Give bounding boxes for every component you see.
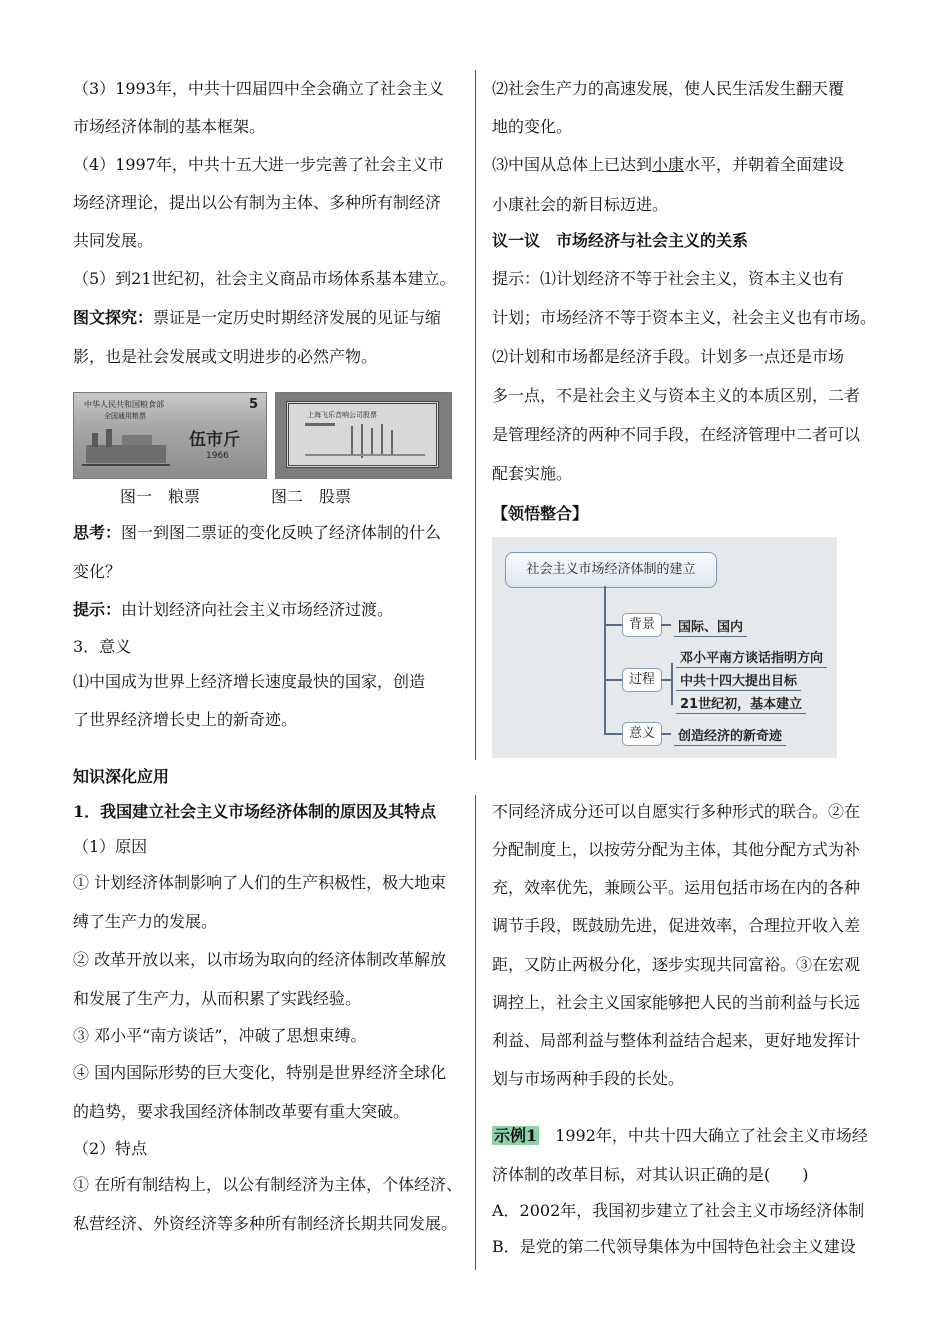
example-text-1: 1992年，中共十四大确立了社会主义市场经 (539, 1126, 868, 1145)
meaning-3-line-2: 小康社会的新目标迈进。 (492, 195, 669, 214)
discuss-line-5: 是管理经济的两种不同手段，在经济管理中二者可以 (492, 425, 861, 444)
grain-ticket-sub: 全国通用粮票 (104, 412, 146, 420)
stock-certificate-image (275, 392, 452, 479)
mind-map (492, 537, 837, 758)
feature-cont-line-7: 利益、局部利益与整体利益结合起来，更好地发挥计 (492, 1031, 861, 1050)
paragraph-3-line-1: （3）1993年，中共十四届四中全会确立了社会主义 (73, 79, 444, 98)
reason-1-line-2: 缚了生产力的发展。 (73, 912, 218, 931)
meaning-heading: 3．意义 (73, 637, 132, 656)
meaning-3-underlined: 小康 (652, 155, 685, 174)
topic-heading: 1．我国建立社会主义市场经济体制的原因及其特点 (73, 802, 437, 821)
hint-text: 由计划经济向社会主义市场经济过渡。 (121, 600, 394, 619)
paragraph-5: （5）到21世纪初，社会主义商品市场体系基本建立。 (73, 269, 456, 288)
example-line-1 (492, 1127, 868, 1145)
meaning-3-text-a: ⑶中国从总体上已达到 (492, 155, 653, 174)
grain-ticket-bank: 中华人民共和国粮食部 (84, 400, 164, 409)
hint-label: 提示： (73, 600, 122, 619)
discuss-line-3: ⑵计划和市场都是经济手段。计划多一点还是市场 (492, 347, 845, 366)
column-divider-bottom (475, 795, 476, 1270)
feature-cont-line-1: 不同经济成分还可以自愿实行多种形式的联合。②在 (492, 802, 861, 821)
grain-ticket-image (73, 392, 267, 479)
stock-certificate-border (286, 401, 439, 468)
mind-map-branch-proc (604, 679, 622, 681)
feature-1-line-1: ① 在所有制结构上，以公有制经济为主体，个体经济、 (73, 1175, 463, 1194)
mind-map-leaf-process-2: 中共十四大提出目标 (676, 670, 801, 691)
paragraph-4-line-2: 场经济理论，提出以公有制为主体、多种所有制经济 (73, 193, 442, 212)
example-line-2: 济体制的改革目标，对其认识正确的是( ) (492, 1165, 809, 1184)
mind-map-link-bg (661, 624, 671, 626)
discuss-line-6: 配套实施。 (492, 464, 573, 483)
mind-map-branch-mean (604, 733, 622, 735)
meaning-2-line-2: 地的变化。 (492, 117, 573, 136)
mind-map-leaf-process-1: 邓小平南方谈话指明方向 (676, 647, 827, 668)
meaning-1-line-2: 了世界经济增长史上的新奇迹。 (73, 710, 298, 729)
mind-map-node-meaning: 意义 (622, 722, 662, 746)
mind-map-node-background: 背景 (622, 613, 662, 637)
photo-caption-2: 图二 股票 (271, 487, 352, 506)
mind-map-branch-bg (604, 624, 622, 626)
reason-3: ③ 邓小平“南方谈话”，冲破了思想束缚。 (73, 1026, 367, 1045)
mind-map-node-process: 过程 (622, 668, 662, 692)
feature-cont-line-5: 距，又防止两极分化，逐步实现共同富裕。③在宏观 (492, 955, 861, 974)
think-label: 思考： (73, 523, 122, 542)
mind-map-spine (604, 586, 606, 735)
meaning-3-text-b: 水平，并朝着全面建设 (684, 155, 845, 174)
stock-certificate-text-lines (295, 420, 435, 465)
tutan-line-2: 影，也是社会发展或文明进步的必然产物。 (73, 347, 378, 366)
section-title: 知识深化应用 (73, 767, 170, 786)
grain-ticket-number: 5 (249, 397, 259, 412)
reason-1-line-1: ① 计划经济体制影响了人们的生产积极性，极大地束 (73, 873, 447, 892)
column-divider-top (475, 70, 476, 760)
paragraph-4-line-1: （4）1997年，中共十五大进一步完善了社会主义市 (73, 155, 444, 174)
mind-map-link-mean (661, 733, 671, 735)
reason-4-line-1: ④ 国内国际形势的巨大变化，特别是世界经济全球化 (73, 1063, 447, 1082)
mind-map-leaf-meaning: 创造经济的新奇迹 (674, 725, 786, 746)
photo-caption-1: 图一 粮票 (120, 487, 201, 506)
option-a: A．2002年，我国初步建立了社会主义市场经济体制 (492, 1201, 865, 1220)
stock-certificate-title: 上海飞乐音响公司股票 (307, 411, 377, 419)
mind-map-root: 社会主义市场经济体制的建立 (505, 552, 717, 588)
grain-ticket-year: 1966 (206, 451, 229, 461)
think-line-1 (73, 524, 441, 542)
paragraph-3-line-2: 市场经济体制的基本框架。 (73, 117, 266, 136)
meaning-2-line-1: ⑵社会生产力的高速发展，使人民生活发生翻天覆 (492, 79, 845, 98)
discuss-line-4: 多一点，不是社会主义与资本主义的本质区别，二者 (492, 386, 861, 405)
grain-ticket-factory-illustration (82, 423, 172, 473)
lingwu-heading: 【领悟整合】 (492, 504, 589, 523)
mind-map-proc-bracket (671, 663, 673, 705)
mind-map-link-proc (661, 679, 671, 681)
tutan-text-1: 票证是一定历史时期经济发展的见证与缩 (153, 308, 442, 327)
feature-1-line-2: 私营经济、外资经济等多种所有制经济长期共同发展。 (73, 1214, 458, 1233)
option-b: B．是党的第二代领导集体为中国特色社会主义建设 (492, 1237, 856, 1256)
reason-heading: （1）原因 (73, 837, 148, 856)
tutan-line-1 (73, 309, 441, 327)
example-label: 示例1 (494, 1126, 538, 1145)
grain-ticket-amount: 伍市斤 (189, 430, 240, 450)
reason-4-line-2: 的趋势，要求我国经济体制改革要有重大突破。 (73, 1102, 410, 1121)
meaning-1-line-1: ⑴中国成为世界上经济增长速度最快的国家，创造 (73, 672, 426, 691)
mind-map-leaf-background: 国际、国内 (674, 616, 747, 637)
discuss-title: 议一议 市场经济与社会主义的关系 (492, 231, 749, 250)
feature-cont-line-4: 调节手段，既鼓励先进，促进效率，合理拉开收入差 (492, 916, 861, 935)
meaning-3-line-1 (492, 156, 844, 174)
feature-cont-line-6: 调控上，社会主义国家能够把人民的当前利益与长远 (492, 993, 861, 1012)
feature-cont-line-8: 划与市场两种手段的长处。 (492, 1069, 685, 1088)
feature-cont-line-3: 充，效率优先，兼顾公平。运用包括市场在内的各种 (492, 878, 861, 897)
tutan-label: 图文探究： (73, 308, 154, 327)
hint-line (73, 601, 393, 619)
think-line-2: 变化？ (73, 562, 122, 581)
discuss-line-2: 计划；市场经济不等于资本主义，社会主义也有市场。 (492, 308, 877, 327)
feature-cont-line-2: 分配制度上，以按劳分配为主体，其他分配方式为补 (492, 840, 861, 859)
feature-heading: （2）特点 (73, 1139, 148, 1158)
reason-2-line-2: 和发展了生产力，从而积累了实践经验。 (73, 989, 362, 1008)
paragraph-4-line-3: 共同发展。 (73, 231, 154, 250)
think-text-1: 图一到图二票证的变化反映了经济体制的什么 (121, 523, 442, 542)
reason-2-line-1: ② 改革开放以来，以市场为取向的经济体制改革解放 (73, 950, 447, 969)
discuss-line-1: 提示：⑴计划经济不等于社会主义，资本主义也有 (492, 269, 845, 288)
mind-map-leaf-process-3: 21世纪初，基本建立 (676, 693, 806, 714)
